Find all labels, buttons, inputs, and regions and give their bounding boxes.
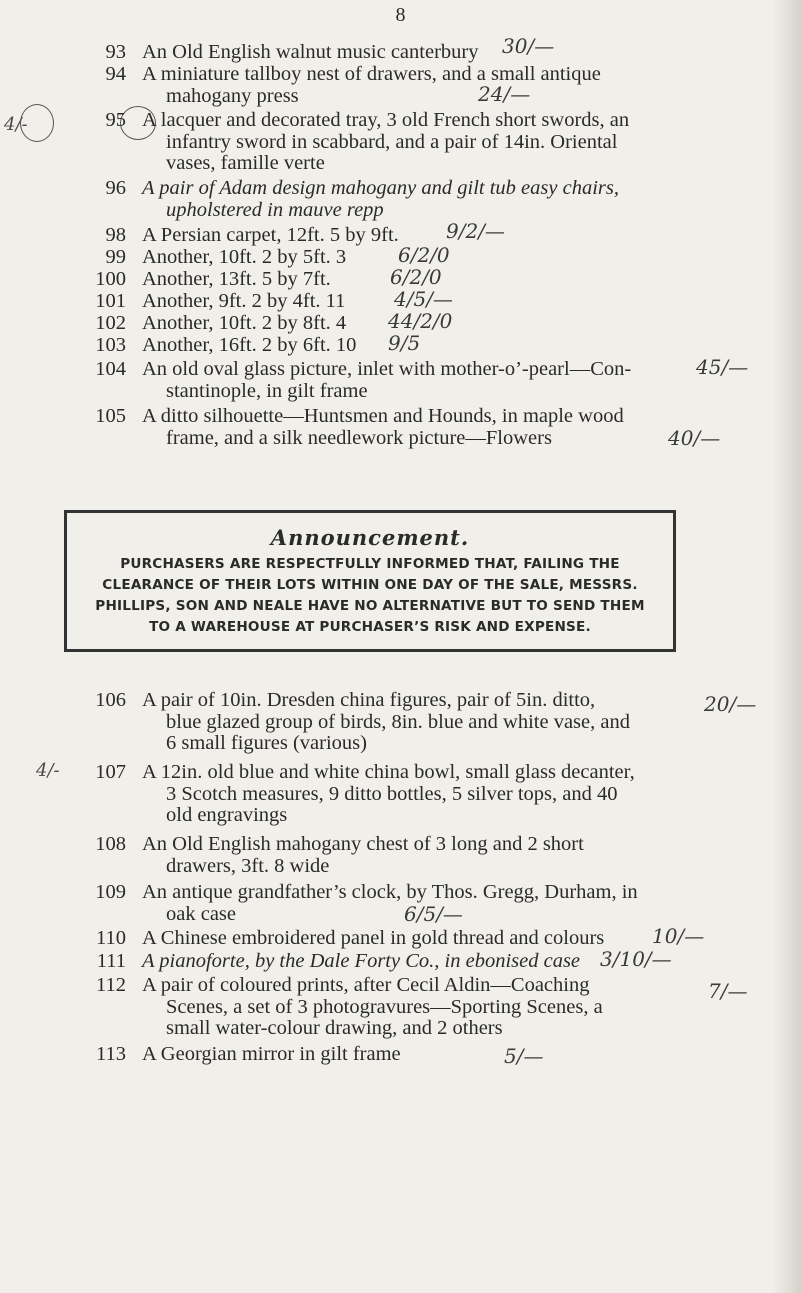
- lot-description: [142, 178, 702, 221]
- lot-line: An antique grandfather’s clock, by Thos. Gregg, Durham, in: [142, 881, 638, 903]
- lot-line: vases, famille verte: [166, 152, 325, 174]
- lot-line: Another, 13ft. 5 by 7ft.: [142, 268, 331, 290]
- lot-number: 110: [96, 927, 126, 949]
- lot-number: 93: [105, 41, 126, 63]
- lot-number: 99: [105, 246, 126, 268]
- lot-line: frame, and a silk needlework picture—Flowers: [166, 426, 552, 449]
- lot-number: 113: [96, 1043, 126, 1065]
- announcement-title: Announcement.: [270, 525, 470, 550]
- page-edge-shadow: [773, 0, 801, 1293]
- lot-line: Another, 9ft. 2 by 4ft. 11: [142, 290, 346, 312]
- lot-number: 104: [95, 358, 126, 380]
- lot-number: 107: [95, 761, 126, 783]
- lot-description: [142, 64, 702, 107]
- lot-line: Another, 10ft. 2 by 8ft. 4: [142, 312, 347, 334]
- lot-line: An Old English walnut music canterbury: [142, 41, 479, 63]
- lot-line: A ditto silhouette—Huntsmen and Hounds, in maple wood: [142, 405, 624, 427]
- lot-description: [142, 359, 742, 402]
- announcement-body: [67, 554, 673, 638]
- lot-number: 112: [96, 974, 126, 996]
- sale-price: 6/2/0: [390, 265, 442, 289]
- lot-line: A pair of coloured prints, after Cecil Aldin—Coaching: [142, 974, 590, 996]
- announcement-line: PURCHASERS ARE RESPECTFULLY INFORMED THAT, FAILING THE: [120, 556, 620, 572]
- lot-number: 111: [96, 950, 126, 972]
- lot-line: 3 Scotch measures, 9 ditto bottles, 5 silver tops, and 40: [166, 782, 618, 805]
- lot-description: [142, 834, 742, 877]
- margin-circle: [20, 104, 54, 142]
- announcement-box: [64, 510, 676, 652]
- lot-description: [142, 975, 742, 1040]
- lot-line: A pair of Adam design mahogany and gilt tub easy chairs,: [142, 177, 619, 199]
- sale-price: 40/—: [668, 426, 721, 450]
- lot-line: Another, 10ft. 2 by 5ft. 3: [142, 246, 347, 268]
- lot-line: A Persian carpet, 12ft. 5 by 9ft.: [142, 224, 399, 246]
- lot-line: An old oval glass picture, inlet with mother-o’-pearl—Con-: [142, 358, 632, 380]
- lot-number: 109: [95, 881, 126, 903]
- sale-price: 20/—: [704, 692, 757, 716]
- sale-price: 24/—: [478, 82, 531, 106]
- lot-line: A pianoforte, by the Dale Forty Co., in ebonised case: [142, 950, 581, 972]
- lot-line: old engravings: [166, 804, 288, 826]
- lot-line: A miniature tallboy nest of drawers, and a small antique: [142, 63, 601, 85]
- lot-number: 96: [105, 177, 126, 199]
- lot-line: mahogany press: [166, 84, 299, 107]
- lot-number: 101: [95, 290, 126, 312]
- announcement-line: PHILLIPS, SON AND NEALE HAVE NO ALTERNATIVE BUT TO SEND THEM: [95, 598, 645, 614]
- sale-price: 5/—: [504, 1044, 544, 1068]
- lot-number: 102: [95, 312, 126, 334]
- lot-description: [142, 690, 742, 755]
- lot-line: oak case: [166, 902, 236, 925]
- lot-line: Scenes, a set of 3 photogravures—Sporting Scenes, a: [166, 995, 603, 1018]
- lot-line: drawers, 3ft. 8 wide: [166, 854, 330, 877]
- sale-price: 9/5: [388, 331, 421, 355]
- lot-line: An Old English mahogany chest of 3 long and 2 short: [142, 833, 584, 855]
- lot-number: 100: [95, 268, 126, 290]
- lot-description: [142, 762, 742, 827]
- lot-line: A lacquer and decorated tray, 3 old French short swords, an: [142, 109, 630, 131]
- sale-price: 9/2/—: [446, 219, 505, 243]
- lot-number: 106: [95, 689, 126, 711]
- sale-price: 6/5/—: [404, 902, 463, 926]
- lot-line: 6 small figures (various): [166, 732, 367, 754]
- lot-number: 108: [95, 833, 126, 855]
- margin-note: 4/-: [4, 114, 28, 135]
- lot-line: stantinople, in gilt frame: [166, 379, 368, 402]
- sale-price: 44/2/0: [388, 309, 453, 333]
- lot-number: 95: [105, 109, 126, 131]
- page-number: 8: [395, 4, 406, 26]
- sale-price: 3/10/—: [600, 947, 672, 971]
- lot-line: small water-colour drawing, and 2 others: [166, 1017, 503, 1039]
- announcement-line: CLEARANCE OF THEIR LOTS WITHIN ONE DAY OF THE SALE, MESSRS.: [102, 577, 638, 593]
- lot-line: Another, 16ft. 2 by 6ft. 10: [142, 334, 357, 356]
- sale-price: 45/—: [696, 355, 749, 379]
- announcement-line: TO A WAREHOUSE AT PURCHASER’S RISK AND EXPENSE.: [149, 619, 591, 635]
- lot-number: 105: [95, 405, 126, 427]
- lot-description: [142, 331, 702, 357]
- lot-description: [142, 406, 742, 449]
- lot-line: A Georgian mirror in gilt frame: [142, 1043, 401, 1065]
- lot-description: [142, 1044, 742, 1066]
- lot-description: [142, 110, 702, 175]
- lot-line: upholstered in mauve repp: [166, 198, 384, 221]
- lot-number: 94: [105, 63, 126, 85]
- lot-description: [142, 42, 702, 64]
- lot-number: 103: [95, 334, 126, 356]
- margin-note: 4/-: [36, 760, 60, 781]
- lot-number: 98: [105, 224, 126, 246]
- lot-line: A Chinese embroidered panel in gold thread and colours: [142, 927, 605, 949]
- lot-line: A pair of 10in. Dresden china figures, pair of 5in. ditto,: [142, 689, 596, 711]
- lot-line: blue glazed group of birds, 8in. blue and white vase, and: [166, 710, 630, 733]
- sale-price: 30/—: [502, 34, 555, 58]
- sale-price: 4/5/—: [394, 287, 453, 311]
- sale-price: 10/—: [652, 924, 705, 948]
- lot-line: A 12in. old blue and white china bowl, small glass decanter,: [142, 761, 635, 783]
- sale-price: 6/2/0: [398, 243, 450, 267]
- sale-price: 7/—: [708, 979, 748, 1003]
- lot-line: infantry sword in scabbard, and a pair of 14in. Oriental: [166, 130, 618, 153]
